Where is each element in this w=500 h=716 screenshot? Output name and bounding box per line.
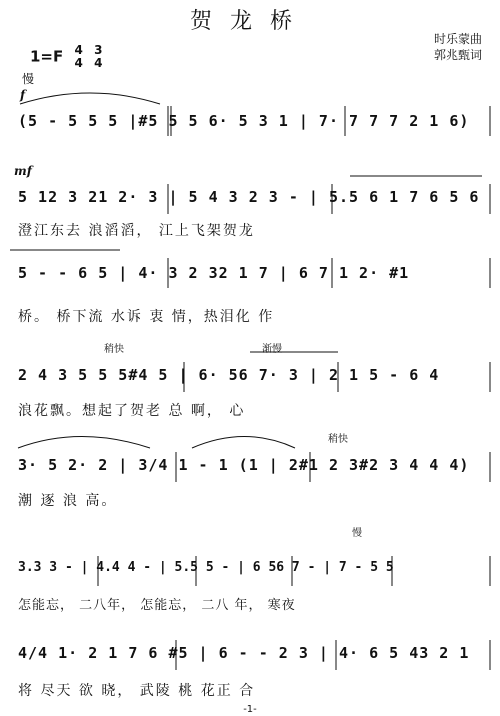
system-5-lyrics: 潮 逐 浪 高。	[18, 493, 118, 509]
system-3-notes: 5 - - 6 5 | 4· 3 2 32 1 7 | 6 7 1 2· #1	[18, 264, 410, 282]
system-2-notes: 5 12 3 21 2· 3 | 5 4 3 2 3 - | 5.5 6 1 7 6 5 6	[18, 188, 480, 206]
page-number: -1-	[243, 704, 257, 715]
tempo-mark-gradual: 渐慢	[262, 344, 282, 355]
system-4-lyrics: 浪花飘。想起了贺老 总 啊， 心	[18, 403, 246, 419]
system-7-notes: 4/4 1· 2 1 7 6 #5 | 6 - - 2 3 | 4· 6 5 43 2 1	[18, 644, 470, 662]
tempo-mark-faster-1: 稍快	[104, 344, 124, 355]
composer-credit: 时乐蒙曲	[433, 32, 482, 46]
system-6-notes: 3.3 3 - | 4.4 4 - | 5.5 5 - | 6 56 7 - | 7 - 5 5	[18, 560, 394, 575]
tempo-mark-slow-2: 慢	[352, 528, 362, 539]
system-2-lyrics: 澄江东去 浪滔滔， 江上飞架贺龙	[18, 223, 255, 239]
dynamic-mezzo-forte: mf	[14, 164, 32, 178]
key-label: 1=F	[30, 47, 64, 66]
tempo-mark-slow: 慢	[22, 72, 35, 86]
system-4-notes: 2 4 3 5 5 5#4 5 | 6· 56 7· 3 | 2 1 5 - 6 4	[18, 366, 440, 384]
time-signature-1: 4 4	[74, 43, 83, 70]
system-7-lyrics: 将 尽天 欲 晓， 武陵 桃 花正 合	[18, 683, 256, 699]
system-5-notes: 3· 5 2· 2 | 3/4 1 - 1 (1 | 2#1 2 3#2 3 4 4 4)	[18, 456, 470, 474]
system-6-lyrics: 怎能忘， 二八年， 怎能忘， 二八 年， 寒夜	[18, 598, 296, 613]
dynamic-forte: f	[20, 88, 26, 102]
tempo-mark-faster-2: 稍快	[328, 434, 348, 445]
time-signature-2: 3 4	[94, 43, 103, 70]
page-title: 贺龙桥	[189, 9, 310, 34]
system-1-notes: (5 - 5 5 5 |#5 5 5 6· 5 3 1 | 7· 7 7 7 2 1 6)	[18, 112, 470, 130]
system-3-lyrics: 桥。 桥下流 水诉 衷 情，热泪化 作	[18, 309, 275, 325]
lyricist-credit: 郭兆甄词	[433, 48, 482, 62]
key-signature	[30, 44, 102, 70]
